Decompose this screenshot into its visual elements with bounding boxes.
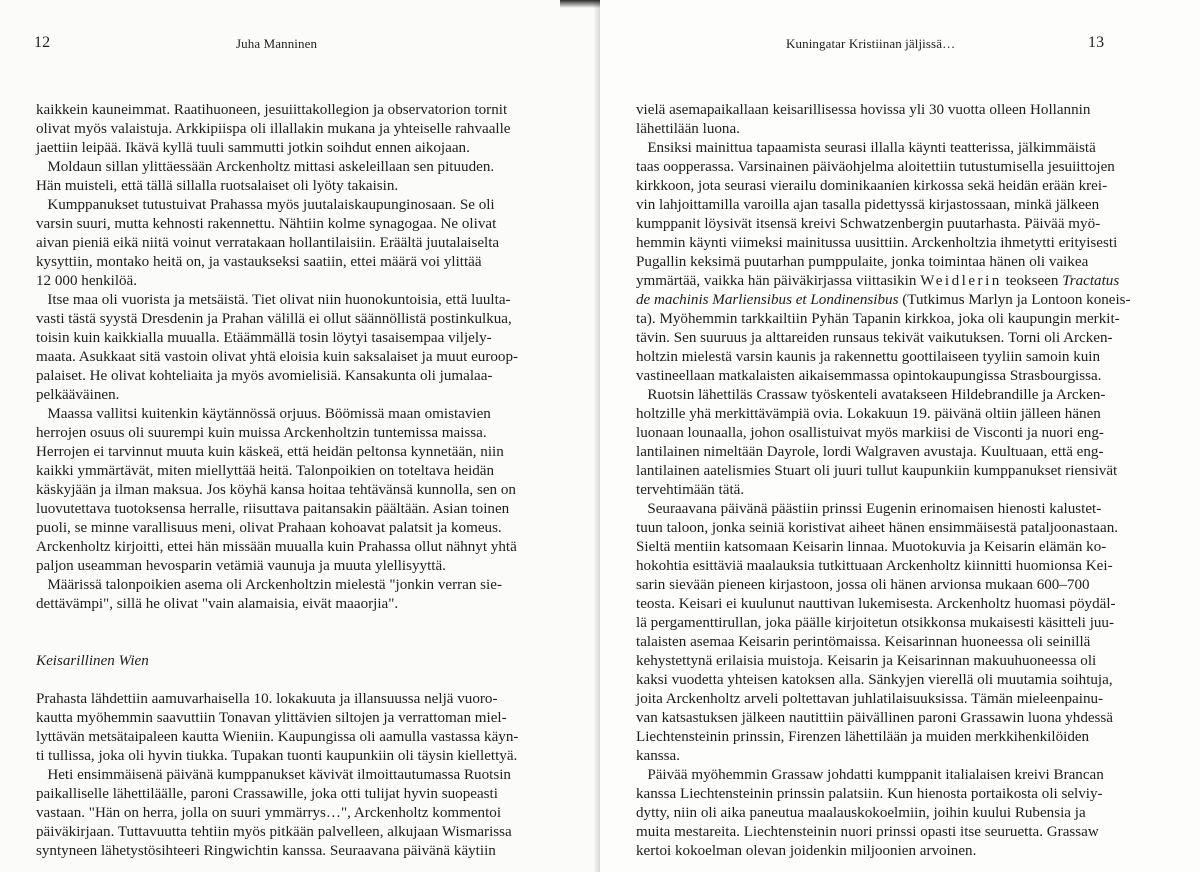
text-line xyxy=(636,367,1176,386)
text-line xyxy=(636,519,1176,538)
text-line: palaiset. He olivat kohteliaita ja myös avomielisiä. Kansakunta oli jumalaa- xyxy=(36,368,493,384)
text-line xyxy=(636,215,1176,234)
text-line: toisin kuin kaikkialla muualla. Etäämmällä tosin löytyi tasaisempaa viljely- xyxy=(36,330,492,346)
text-line: 12 000 henkilöä. xyxy=(36,273,138,289)
text-line: lyttävän metsätaipaleen kautta Wieniin. Kaupungissa oli aamulla vastassa käyn- xyxy=(36,729,519,745)
left-page xyxy=(0,0,598,872)
text-line: jaettiin leipää. Ikävä kyllä tuuli sammutti jotkin soihdut ennen aikojaan. xyxy=(36,140,470,156)
text-line xyxy=(636,671,1176,690)
text-line: ti tullissa, joka oli hyvin tiukka. Tupakan tuonti kaupunkiin oli täysin kiellettyä. xyxy=(36,748,518,764)
text-run: Seuraavana päivänä päästiin prinssi Eugenin erinomaisen hienosti kalustet- xyxy=(636,501,1102,517)
text-run: vastineellaan matkalaisten aikaisemmassa opintokaupungissa Strasbourgissa. xyxy=(636,368,1102,384)
text-line xyxy=(636,196,1176,215)
text-run: Sieltä mentiin katsomaan Keisarin linnaa. Muotokuvia ja Keisarin elämän ko- xyxy=(636,539,1107,555)
text-line xyxy=(636,310,1176,329)
text-line: kautta myöhemmin saavuttiin Tonavan ylittävien siltojen ja verrattoman miel- xyxy=(36,710,507,726)
text-line xyxy=(636,633,1176,652)
text-line: päiväkirjaan. Tuttavuutta tehtiin myös pitkään palvelleen, alkujaan Wismarissa xyxy=(36,824,512,840)
left-body-text xyxy=(36,101,592,861)
text-run: lähettilään luona. xyxy=(636,121,740,137)
text-run: hemmin käynti viimeksi mainitussa uusittiin. Arckenholtzia ihmetytti erityisesti xyxy=(636,235,1118,251)
section-heading: Keisarillinen Wien xyxy=(36,653,149,669)
blank-line xyxy=(36,671,592,690)
text-line xyxy=(636,728,1176,747)
text-run: luonaan lounaalla, johon osallistuivat myös markiisi de Visconti ja nuori eng- xyxy=(636,425,1104,441)
text-line xyxy=(636,538,1176,557)
right-body-text xyxy=(636,101,1176,861)
text-run: Liechtensteinin prinssin, Firenzen lähettilään ja muiden merkkihenkilöiden xyxy=(636,729,1090,745)
text-line xyxy=(636,101,1176,120)
text-line: paikalliselle lähettiläälle, paroni Crassawille, joka otti tulijat hyvin suopeasti xyxy=(36,786,498,802)
text-line xyxy=(636,405,1176,424)
text-line xyxy=(636,500,1176,519)
text-run: hokohtia esittäviä maalauksia tutkittuaan Arckenholtz kiinnitti huomionsa Kei- xyxy=(636,558,1113,574)
text-line xyxy=(636,481,1176,500)
text-run: (Tutkimus Marlyn ja Lontoon koneis- xyxy=(898,292,1131,308)
text-line: Moldaun sillan ylittäessään Arckenholtz mittasi askeleillaan sen pituuden. xyxy=(36,159,495,175)
text-line xyxy=(636,234,1176,253)
text-run: talaisten asemaa Keisarin perintömaissa. Keisarinnan huoneessa oli seinillä xyxy=(636,634,1091,650)
text-line: Hän muisteli, että tällä sillalla ruotsalaiset oli lyöty takaisin. xyxy=(36,178,399,194)
text-line xyxy=(636,158,1176,177)
text-run: teosta. Keisari ei kuulunut nauttivan lukemisesta. Arckenholtz huomasi pöydäl- xyxy=(636,596,1116,612)
text-run: kanssa Liechtensteinin prinssin palatsiin. Kun hienosta portaikosta oli selviy- xyxy=(636,786,1103,802)
text-line: Heti ensimmäisenä päivänä kumppanukset kävivät ilmoittautumassa Ruotsin xyxy=(36,767,511,783)
text-run: holtzin mielestä varsin kaunis ja rakennettu goottilaiseen tyyliin samoin kuin xyxy=(636,349,1101,365)
text-run: tävin. Sen suuruus ja alttareiden runsaus tekivät vaikutuksen. Torni oli Arcken- xyxy=(636,330,1113,346)
text-line xyxy=(636,272,1176,291)
text-run: teokseen xyxy=(1001,273,1063,289)
text-run: kanssa. xyxy=(636,748,681,764)
text-line xyxy=(636,804,1176,823)
text-line: Maassa vallitsi kuitenkin käytännössä orjuus. Böömissä maan omistavien xyxy=(36,406,491,422)
text-run: ymmärtää, vaikka hän päiväkirjassa viittasikin xyxy=(636,273,921,289)
text-run: sarin sievään pieneen kirjastoon, jossa oli hänen arvionsa mukaan 600–700 xyxy=(636,577,1090,593)
text-run: tuun taloon, jonka seiniä koristivat aiheet hänen ensimmäisestä pataljoonastaan. xyxy=(636,520,1119,536)
text-run: vielä asemapaikallaan keisarillisessa hovissa yli 30 vuotta olleen Hollannin xyxy=(636,102,1091,118)
italic-text: Tractatus xyxy=(1062,273,1120,289)
text-line: luovutettava tuotoksensa herralle, riisuttava paitansakin päältään. Asian toinen xyxy=(36,501,510,517)
text-line: vasti tästä syystä Dresdenin ja Prahan välillä ei ollut säännöllistä postinkulkua, xyxy=(36,311,512,327)
text-run: Ensiksi mainittua tapaamista seurasi illalla käynti teatterissa, jälkimmäistä xyxy=(636,140,1096,156)
text-run: ta). Myöhemmin tarkkailtiin Pyhän Tapanin kirkkoa, joka oli kaupungin merkit- xyxy=(636,311,1120,327)
text-line: Itse maa oli vuorista ja metsäistä. Tiet olivat niin huonokuntoisia, että luulta- xyxy=(36,292,511,308)
text-line: syntyneen lähetystösihteeri Ringwichtin kanssa. Seuraavana päivänä käytiin xyxy=(36,843,496,859)
text-line xyxy=(636,386,1176,405)
left-page-number: 12 xyxy=(34,34,51,51)
text-run: dytty, niin oli aika paneutua maalauskokoelmiin, joihin kuului Rubensia ja xyxy=(636,805,1086,821)
right-running-head: Kuningatar Kristiinan jäljissä… xyxy=(786,36,956,51)
text-line xyxy=(636,120,1176,139)
text-run: lantilainen aatelismies Stuart oli juuri tullut kaupunkiin kumppanukset riensivät xyxy=(636,463,1118,479)
text-line: olivat myös valaistuja. Arkkipiispa oli illallakin mukana ja yhteiselle rahvaalle xyxy=(36,121,511,137)
text-line xyxy=(636,253,1176,272)
text-line: dettävämpi", sillä he olivat "vain alamaisia, eivät maaorjia". xyxy=(36,596,399,612)
text-line xyxy=(636,348,1176,367)
text-line: vastaan. "Hän on herra, jolla on suuri ymmärrys…", Arckenholtz kommentoi xyxy=(36,805,502,821)
text-run: taas oopperassa. Varsinainen päiväohjelma aloitettiin tutustumisella jesuiittojen xyxy=(636,159,1115,175)
left-running-head: Juha Manninen xyxy=(236,36,318,51)
text-line: herrojen osuus oli suurempi kuin muissa Arckenholtzin tuntemissa maissa. xyxy=(36,425,487,441)
text-run: lantilainen nimeltään Dayrole, lordi Walgraven avustaja. Kuultuaan, että eng- xyxy=(636,444,1104,460)
text-line xyxy=(636,177,1176,196)
text-line: maata. Asukkaat sitä vastoin olivat yhtä eloisia kuin saksalaiset ja muut euroop- xyxy=(36,349,519,365)
text-run: kehystettynä erilaisia muistoja. Keisarin ja Keisarinnan makuuhuoneessa oli xyxy=(636,653,1097,669)
text-run: lä pergamenttirullan, joka päälle kirjoitetun otsikkonsa mukaisesti käsitteli juu- xyxy=(636,615,1115,631)
text-line: Määrissä talonpoikien asema oli Arckenholtzin mielestä "jonkin verran sie- xyxy=(36,577,502,593)
text-run: kaksi vuodetta yhteisen katoksen alla. Sänkyjen vierellä oli muutamia soihtuja, xyxy=(636,672,1113,688)
text-line: Prahasta lähdettiin aamuvarhaisella 10. lokakuuta ja illansuussa neljä vuoro- xyxy=(36,691,498,707)
text-run: kumppanit löysivät itsensä kreivi Schwatzenbergin puutarhasta. Päivää myö- xyxy=(636,216,1101,232)
text-line: kaikki ymmärtävät, miten miellyttää heitä. Talonpoikien on toteltava heidän xyxy=(36,463,495,479)
text-line: Herrojen ei tarvinnut muuta kuin käskeä, että heidän peltonsa kynnetään, niin xyxy=(36,444,504,460)
text-run: kirkkoon, jota seurasi vierailu dominikaanien kirkossa sekä heidän erään krei- xyxy=(636,178,1108,194)
text-run: tervehtimään tätä. xyxy=(636,482,745,498)
italic-text: de machinis Marliensibus et Londinensibus xyxy=(636,292,899,308)
text-line xyxy=(636,595,1176,614)
text-line xyxy=(636,766,1176,785)
text-line: käskyjään ja ilman maksua. Jos köyhä kansa hoitaa tehtävänsä kunnolla, sen on xyxy=(36,482,516,498)
text-line xyxy=(636,424,1176,443)
text-line xyxy=(636,823,1176,842)
text-run: vin lahjoittamilla varoilla ajan tasalla pidettyssä kirjastossaan, minkä jälkeen xyxy=(636,197,1100,213)
text-run: kertoi kokoelman olevan joidenkin miljoonien arvoinen. xyxy=(636,843,977,859)
text-line xyxy=(636,329,1176,348)
text-line: aivan pieniä eikä niitä voinut verratakaan hollantilaisiin. Eräältä juutalaiselta xyxy=(36,235,500,251)
text-line: kysyttiin, montako heitä on, ja vastaukseksi saatiin, ettei määrä voi ylittää xyxy=(36,254,482,270)
text-run: Pugallin keksimä puutarhan pumppulaite, jonka toimintaa hänen oli vaikea xyxy=(636,254,1089,270)
text-line xyxy=(636,139,1176,158)
text-line xyxy=(636,443,1176,462)
text-run: holtzille yhä merkittävämpiä ovia. Lokakuun 19. päivänä oltiin jälleen hänen xyxy=(636,406,1101,422)
text-run: joita Arckenholtz arveli poltettavan juhlatilaisuuksissa. Tämän mieleenpainu- xyxy=(636,691,1104,707)
right-page xyxy=(600,0,1200,872)
blank-line xyxy=(36,633,592,652)
text-line xyxy=(636,614,1176,633)
text-line: Kumppanukset tutustuivat Prahassa myös juutalaiskaupunginosaan. Se oli xyxy=(36,197,495,213)
text-run: Ruotsin lähettiläs Crassaw työskenteli avatakseen Hildebrandille ja Arcken- xyxy=(636,387,1106,403)
spaced-name: Weidlerin xyxy=(920,273,1002,289)
text-line xyxy=(636,785,1176,804)
text-line xyxy=(636,652,1176,671)
text-line xyxy=(636,842,1176,861)
text-line: Arckenholtz kirjoitti, ettei hän missään muualla kuin Prahassa ollut nähnyt yhtä xyxy=(36,539,517,555)
text-line xyxy=(636,709,1176,728)
text-line xyxy=(636,462,1176,481)
text-line xyxy=(636,747,1176,766)
text-line xyxy=(636,576,1176,595)
blank-line xyxy=(36,614,592,633)
text-line: kaikkein kauneimmat. Raatihuoneen, jesuiittakollegion ja observatorion tornit xyxy=(36,102,508,118)
text-line: pelkääväinen. xyxy=(36,387,120,403)
text-line: paljon useamman hevosparin vetämiä vaunuja ja muuta ylellisyyttä. xyxy=(36,558,446,574)
text-line xyxy=(636,690,1176,709)
right-page-number: 13 xyxy=(1088,34,1105,51)
text-run: Päivää myöhemmin Grassaw johdatti kumppanit italialaisen kreivi Brancan xyxy=(636,767,1104,783)
text-run: van katsastuksen jälkeen nautittiin päivällinen paroni Grassawin luona yhdessä xyxy=(636,710,1114,726)
text-line xyxy=(636,557,1176,576)
text-line xyxy=(636,291,1176,310)
text-run: muita mestareita. Liechtensteinin nuori prinssi opasti itse seuruetta. Grassaw xyxy=(636,824,1099,840)
text-line: varsin suuri, mutta kehnosti rakennettu. Nähtiin kolme synagogaa. Ne olivat xyxy=(36,216,497,232)
text-line: puoli, se minne varallisuus meni, olivat Prahaan kohoavat palatsit ja komeus. xyxy=(36,520,502,536)
